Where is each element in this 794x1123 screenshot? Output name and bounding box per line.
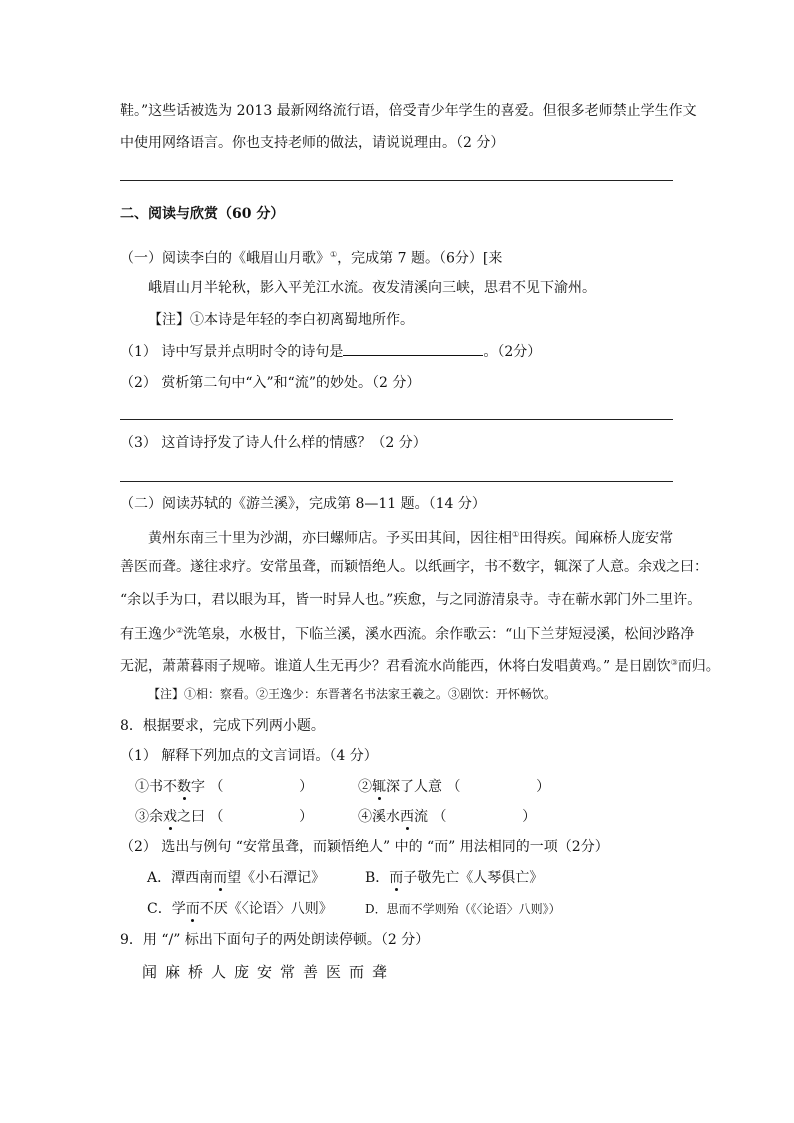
poem-text: 峨眉山月半轮秋，影入平羌江水流。夜发清溪向三峡，思君不见下渝州。	[148, 280, 596, 296]
footnote-mark: ②	[176, 626, 184, 635]
question-intro: （二）阅读苏轼的《游兰溪》，完成第 8—11 题。（14 分）	[120, 496, 486, 512]
option-text: 望《小石潭记》	[227, 870, 326, 886]
dotted-word: 数	[177, 779, 191, 795]
passage-line: 鞋。”这些话被选为 2013 最新网络流行语，倍受青少年学生的喜爱。但很多老师禁止学生作文	[120, 103, 697, 119]
question-item	[120, 341, 541, 362]
option-c[interactable]	[147, 899, 333, 919]
item-number: ②	[358, 779, 372, 795]
footnote-mark: ①	[330, 250, 338, 259]
answer-paren[interactable]: （ ）	[209, 809, 314, 825]
section-heading: 二、阅读与欣赏（60 分）	[120, 206, 285, 222]
passage-note: 【注】①相：察看。②王逸少：东晋著名书法家王羲之。③剧饮：开怀畅饮。	[148, 687, 557, 701]
vocab-item	[358, 777, 550, 797]
question-item: （2） 赏析第二句中“入”和“流”的妙处。（2 分）	[120, 375, 421, 391]
intro-text: ，完成第 7 题。（6分）[来	[337, 250, 503, 267]
item-text: 溪水	[372, 809, 400, 825]
option-text: A．潭西南	[147, 870, 214, 886]
answer-paren[interactable]: （ ）	[446, 779, 551, 795]
footnote-mark: ①	[512, 530, 520, 539]
question-text: 。（2分）	[483, 344, 542, 360]
sub-question: （2） 选出与例句 “安常虽聋，而颖悟绝人” 中的 “而” 用法相同的一项（2分）	[120, 839, 609, 855]
passage-line: 中使用网络语言。你也支持老师的做法，请说说理由。（2 分）	[120, 135, 505, 151]
item-text: 书不	[149, 779, 177, 795]
option-text: 不厌《〈论语〉八则》	[199, 901, 333, 917]
vocab-item	[135, 807, 313, 827]
item-text: 字	[191, 779, 205, 795]
option-text: C．学	[147, 901, 186, 917]
option-a[interactable]	[147, 868, 325, 888]
passage-line	[148, 525, 673, 549]
item-number: ③	[135, 809, 149, 825]
passage-text: 田得疾。闻麻桥人庞安常	[519, 530, 674, 547]
item-text: 余	[149, 809, 163, 825]
answer-paren[interactable]: （ ）	[432, 809, 537, 825]
poem-note: 【注】①本诗是年轻的李白初离蜀地所作。	[148, 312, 414, 328]
question-intro	[120, 245, 502, 269]
question-text: （1） 诗中写景并点明时令的诗句是	[120, 344, 344, 360]
fill-blank[interactable]	[343, 341, 483, 356]
passage-text: 而归。	[677, 658, 720, 675]
answer-paren[interactable]: （ ）	[209, 779, 314, 795]
option-b[interactable]	[365, 868, 543, 888]
answer-line	[120, 180, 673, 181]
dotted-word: 而	[389, 870, 404, 886]
passage-text: 黄州东南三十里为沙湖，亦曰螺师店。予买田其间，因往相	[148, 530, 512, 547]
item-number: ④	[358, 809, 372, 825]
vocab-item	[358, 807, 536, 827]
passage-text: 洗笔泉，水极甘，下临兰溪，溪水西流。余作歌云：“山下兰芽短浸溪，松间沙路净	[183, 626, 695, 643]
passage-line	[120, 621, 694, 645]
dotted-word: 戏	[163, 809, 177, 825]
answer-line	[120, 419, 673, 420]
sub-question: （1） 解释下列加点的文言词语。（4 分）	[120, 748, 378, 764]
passage-line: 善医而聋。遂往求疗。安常虽聋，而颖悟绝人。以纸画字，书不数字，辄深了人意。余戏之曰：	[120, 559, 708, 575]
dotted-word: 而	[185, 901, 200, 917]
item-number: ①	[135, 779, 149, 795]
dotted-word: 辄	[372, 779, 386, 795]
passage-line: “余以手为口，君以眼为耳，皆一时异人也。”疾愈，与之同游清泉寺。寺在蕲水郭门外二里许。	[120, 592, 702, 608]
question-item: （3） 这首诗抒发了诗人什么样的情感？（2 分）	[120, 435, 427, 451]
item-text: 流	[414, 809, 428, 825]
item-text: 之曰	[177, 809, 205, 825]
passage-text: 无泥，萧萧暮雨子规啼。谁道人生无再少？君看流水尚能西，休将白发唱黄鸡。” 是日剧饮	[120, 658, 671, 675]
pause-sentence[interactable]: 闻麻桥人庞安常善医而聋	[142, 963, 396, 981]
option-d[interactable]: D．思而不学则殆（《〈论语〉八则》）	[365, 902, 561, 916]
item-text: 深了人意	[386, 779, 442, 795]
footnote-mark: ③	[670, 658, 678, 667]
answer-line	[120, 481, 673, 482]
passage-text: 有王逸少	[120, 626, 176, 643]
vocab-item	[135, 777, 313, 797]
dotted-word: 而	[213, 870, 228, 886]
question-title: 8．根据要求，完成下列两小题。	[120, 718, 325, 734]
dotted-word: 西	[400, 809, 414, 825]
option-text: 子敬先亡《人琴俱亡》	[403, 870, 544, 886]
question-title: 9．用 “/” 标出下面句子的两处朗读停顿。（2 分）	[120, 932, 430, 948]
passage-line	[120, 653, 720, 677]
option-text: B．	[365, 870, 390, 886]
intro-text: （一）阅读李白的《峨眉山月歌》	[120, 250, 330, 267]
